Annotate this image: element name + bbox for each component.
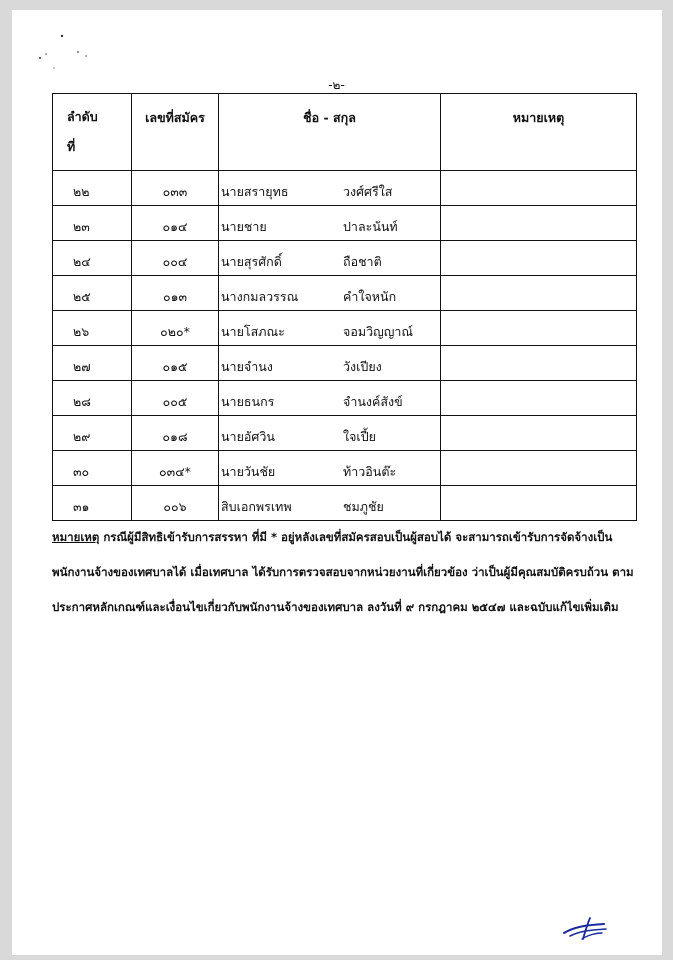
remark-label: หมายเหตุ [52, 530, 100, 544]
table-row [53, 206, 637, 241]
first-name: นายสรายุทธ [221, 184, 289, 199]
table-row [53, 416, 637, 451]
first-name: นายโสภณะ [221, 324, 285, 339]
table-row [53, 171, 637, 206]
cell-full-name [219, 241, 441, 276]
first-name: สิบเอกพรเทพ [221, 499, 292, 514]
cell-order-number: ๒๓ [53, 206, 132, 241]
cell-applicant-id: ๐๐๕ [132, 381, 219, 416]
cell-order-number: ๓๐ [53, 451, 132, 486]
cell-applicant-id: ๐๐๔ [132, 241, 219, 276]
header-applicant-id: เลขที่สมัคร [132, 94, 219, 171]
remark-text: กรณีผู้มีสิทธิเข้ารับการสรรหา ที่มี * อยู่หลังเลขที่สมัครสอบเป็นผู้สอบได้ จะสามารถเข้ารับการจัดจ้างเป็นพนักงานจ้างของเทศบาลได้ เมื่อเทศบาล ได้รับการตรวจสอบจากหน่วยงานที่เกี่ยวข้อง ว่าเป็นผู้มีคุณสมบัติครบถ้วน ตามประกาศหลักเกณฑ์และเงื่อนไขเกี่ยวกับพนักงานจ้างของเทศบาล ลงวันที่ ๙ กรกฎาคม ๒๕๔๗ และฉบับแก้ไขเพิ่มเติม [52, 530, 634, 614]
cell-note [441, 206, 637, 241]
cell-applicant-id: ๐๑๘ [132, 416, 219, 451]
cell-full-name [219, 486, 441, 521]
cell-applicant-id: ๐๑๕ [132, 346, 219, 381]
cell-order-number: ๒๙ [53, 416, 132, 451]
cell-full-name [219, 206, 441, 241]
cell-order-number: ๒๗ [53, 346, 132, 381]
table-row [53, 486, 637, 521]
last-name: คำใจหนัก [343, 289, 397, 304]
cell-note [441, 241, 637, 276]
cell-note [441, 311, 637, 346]
cell-note [441, 276, 637, 311]
cell-order-number: ๒๕ [53, 276, 132, 311]
cell-order-number: ๒๘ [53, 381, 132, 416]
cell-note [441, 381, 637, 416]
signature-mark [560, 915, 612, 941]
cell-applicant-id: ๐๓๔* [132, 451, 219, 486]
last-name: จำนงค์สังข์ [343, 394, 403, 409]
cell-full-name [219, 311, 441, 346]
last-name: วังเปียง [343, 359, 382, 374]
cell-applicant-id: ๐๐๖ [132, 486, 219, 521]
cell-note [441, 346, 637, 381]
table-row [53, 346, 637, 381]
cell-note [441, 486, 637, 521]
last-name: จอมวิญญาณ์ [343, 324, 414, 339]
first-name: นายอัศวิน [221, 429, 275, 444]
cell-full-name [219, 171, 441, 206]
first-name: นายธนกร [221, 394, 275, 409]
first-name: นางกมลวรรณ [221, 289, 299, 304]
page-number: -๒- [328, 78, 345, 92]
header-order-number: ลำดับ ที่ [53, 94, 132, 171]
table-row [53, 311, 637, 346]
applicant-table [52, 93, 637, 521]
last-name: ท้าวอินต๊ะ [343, 464, 397, 479]
remark-paragraph [52, 520, 642, 625]
last-name: ถือชาติ [343, 254, 382, 269]
header-full-name: ชื่อ - สกุล [219, 94, 441, 171]
cell-full-name [219, 276, 441, 311]
cell-applicant-id: ๐๑๓ [132, 276, 219, 311]
cell-note [441, 416, 637, 451]
table-row [53, 381, 637, 416]
cell-full-name [219, 346, 441, 381]
cell-full-name [219, 416, 441, 451]
cell-note [441, 171, 637, 206]
first-name: นายสุรศักดิ์ [221, 254, 282, 269]
cell-applicant-id: ๐๒๐* [132, 311, 219, 346]
cell-applicant-id: ๐๑๔ [132, 206, 219, 241]
cell-applicant-id: ๐๓๓ [132, 171, 219, 206]
cell-full-name [219, 381, 441, 416]
cell-order-number: ๒๒ [53, 171, 132, 206]
cell-order-number: ๒๖ [53, 311, 132, 346]
header-note: หมายเหตุ [441, 94, 637, 171]
last-name: ชมภูชัย [343, 499, 384, 514]
last-name: วงศ์ศรีใส [343, 184, 393, 199]
last-name: ปาละนันท์ [343, 219, 398, 234]
cell-full-name [219, 451, 441, 486]
table-row [53, 451, 637, 486]
cell-note [441, 451, 637, 486]
scan-specks [32, 30, 102, 70]
table-row [53, 241, 637, 276]
first-name: นายวันชัย [221, 464, 276, 479]
table-header-row [53, 94, 637, 171]
table-row [53, 276, 637, 311]
first-name: นายชาย [221, 219, 267, 234]
cell-order-number: ๒๔ [53, 241, 132, 276]
cell-order-number: ๓๑ [53, 486, 132, 521]
first-name: นายจำนง [221, 359, 273, 374]
last-name: ใจเปี้ย [343, 429, 376, 444]
